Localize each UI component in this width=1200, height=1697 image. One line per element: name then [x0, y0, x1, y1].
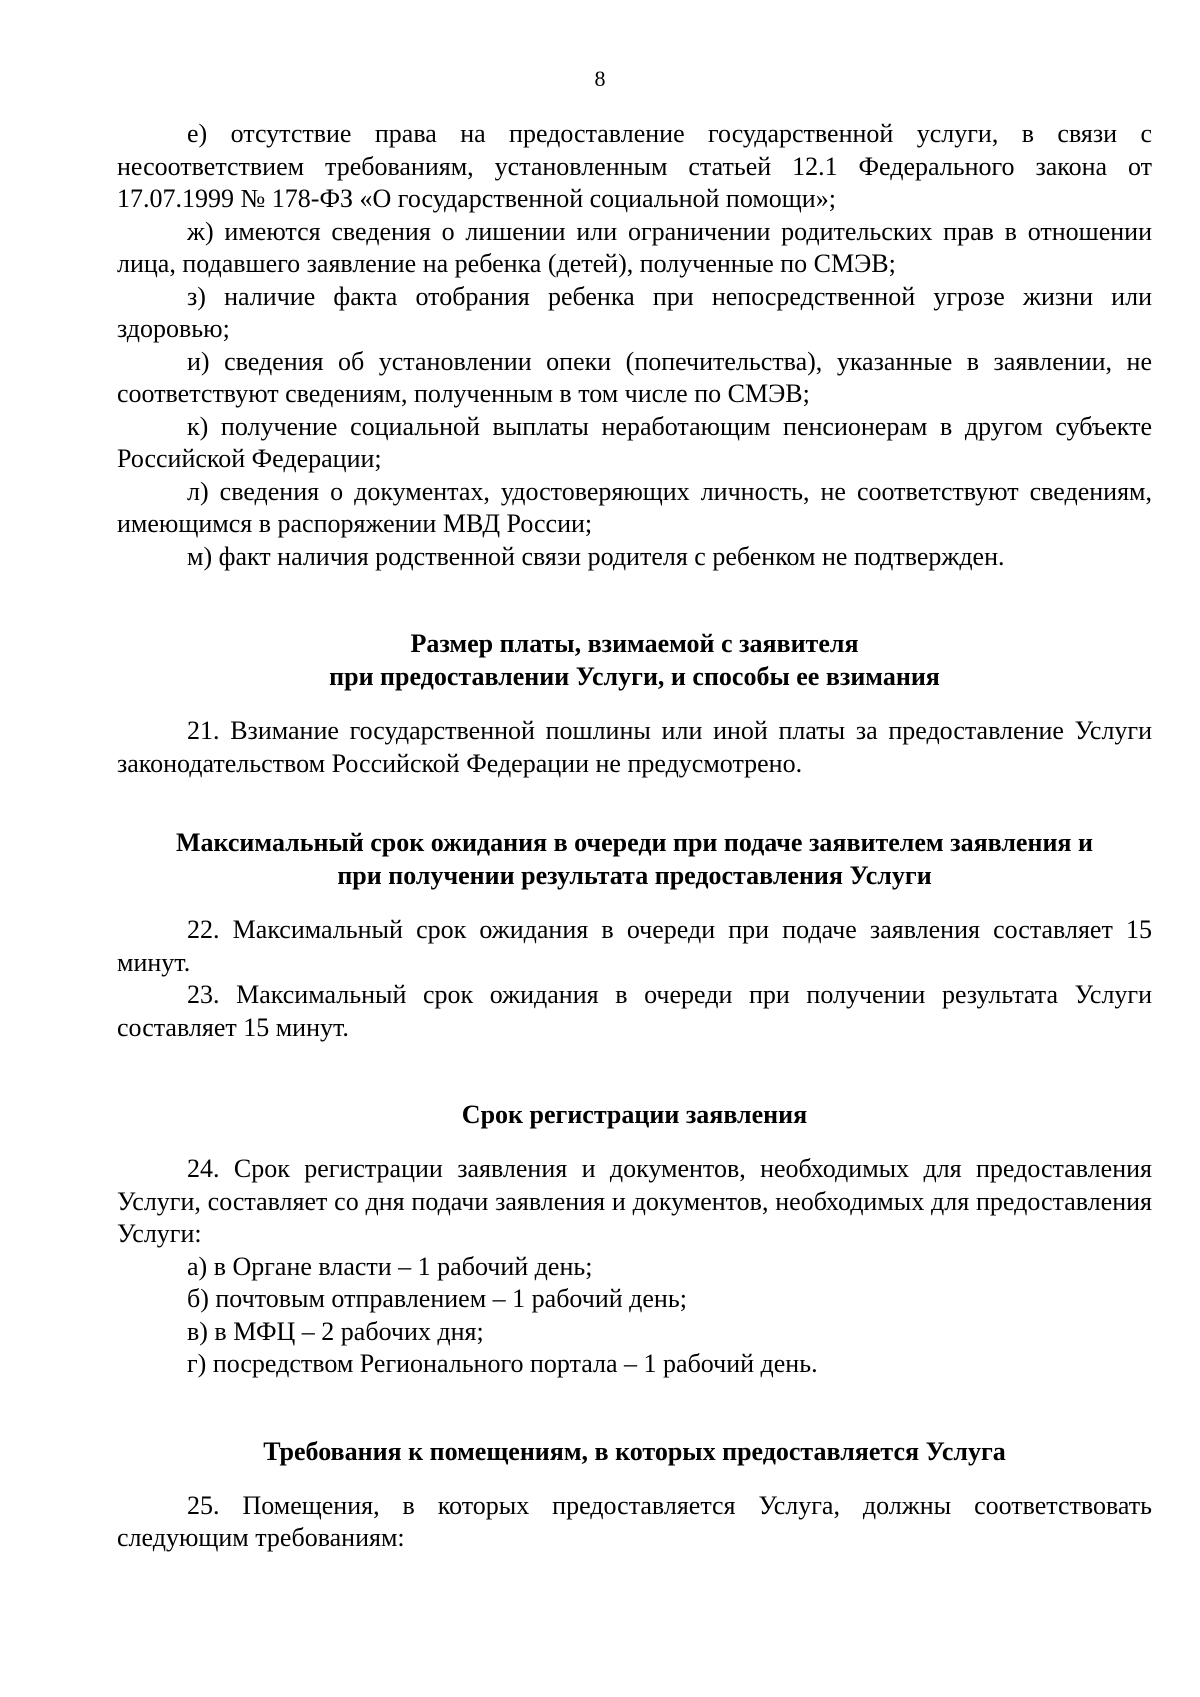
section-heading-line: при получении результата предоставления Услуги [337, 861, 932, 890]
section-heading-fee [117, 627, 1152, 693]
section-heading-line: при предоставлении Услуги, и способы ее взимания [329, 662, 940, 691]
list-item-m: м) факт наличия родственной связи родителя с ребенком не подтвержден. [187, 541, 1005, 571]
section-heading-registration: Срок регистрации заявления [461, 1100, 808, 1129]
list-item-v: в) в МФЦ – 2 рабочих дня; [187, 1316, 484, 1346]
paragraph-25: 25. Помещения, в которых предоставляется Услуга, должны соответствовать следующим требованиям: [117, 1490, 1152, 1552]
list-item-zh: ж) имеются сведения о лишении или ограничении родительских прав в отношении лица, подавшего заявление на ребенка (детей), полученные по СМЭВ; [117, 216, 1152, 278]
paragraph-24: 24. Срок регистрации заявления и документов, необходимых для предоставления Услуги, составляет со дня подачи заявления и документов, необходимых для предоставления Услуги: [117, 1154, 1152, 1248]
document-body [117, 118, 1152, 1555]
section-heading-waiting-time [117, 826, 1152, 892]
list-item-g: г) посредством Регионального портала – 1 рабочий день. [187, 1349, 818, 1378]
section-heading-premises: Требования к помещениям, в которых предоставляется Услуга [263, 1436, 1006, 1466]
paragraph-21: 21. Взимание государственной пошлины или иной платы за предоставление Услуги законодательством Российской Федерации не предусмотрено. [117, 716, 1152, 778]
list-item-a: а) в Органе власти – 1 рабочий день; [187, 1251, 593, 1281]
list-item-l: л) сведения о документах, удостоверяющих личность, не соответствуют сведениям, имеющимся в распоряжении МВД России; [117, 476, 1152, 538]
list-item-z: з) наличие факта отобрания ребенка при непосредственной угрозе жизни или здоровью; [117, 281, 1152, 343]
section-heading-line: Максимальный срок ожидания в очереди при подаче заявителем заявления и [176, 828, 1093, 857]
list-item-e: е) отсутствие права на предоставление государственной услуги, в связи с несоответствием требованиям, установленным статьей 12.1 Федерального закона от 17.07.1999 № 178-ФЗ «О государственной социальной помощи»; [117, 119, 1152, 213]
paragraph-23: 23. Максимальный срок ожидания в очереди при получении результата Услуги составляет 15 минут. [117, 980, 1152, 1042]
page-number: 8 [594, 66, 606, 91]
list-item-i: и) сведения об установлении опеки (попечительства), указанные в заявлении, не соответствуют сведениям, полученным в том числе по СМЭВ; [117, 346, 1152, 408]
list-item-k: к) получение социальной выплаты неработающим пенсионерам в другом субъекте Российской Федерации; [117, 411, 1152, 473]
paragraph-22: 22. Максимальный срок ожидания в очереди при подаче заявления составляет 15 минут. [117, 915, 1152, 977]
list-item-b: б) почтовым отправлением – 1 рабочий день; [187, 1284, 687, 1313]
section-heading-line: Размер платы, взимаемой с заявителя [410, 629, 859, 658]
